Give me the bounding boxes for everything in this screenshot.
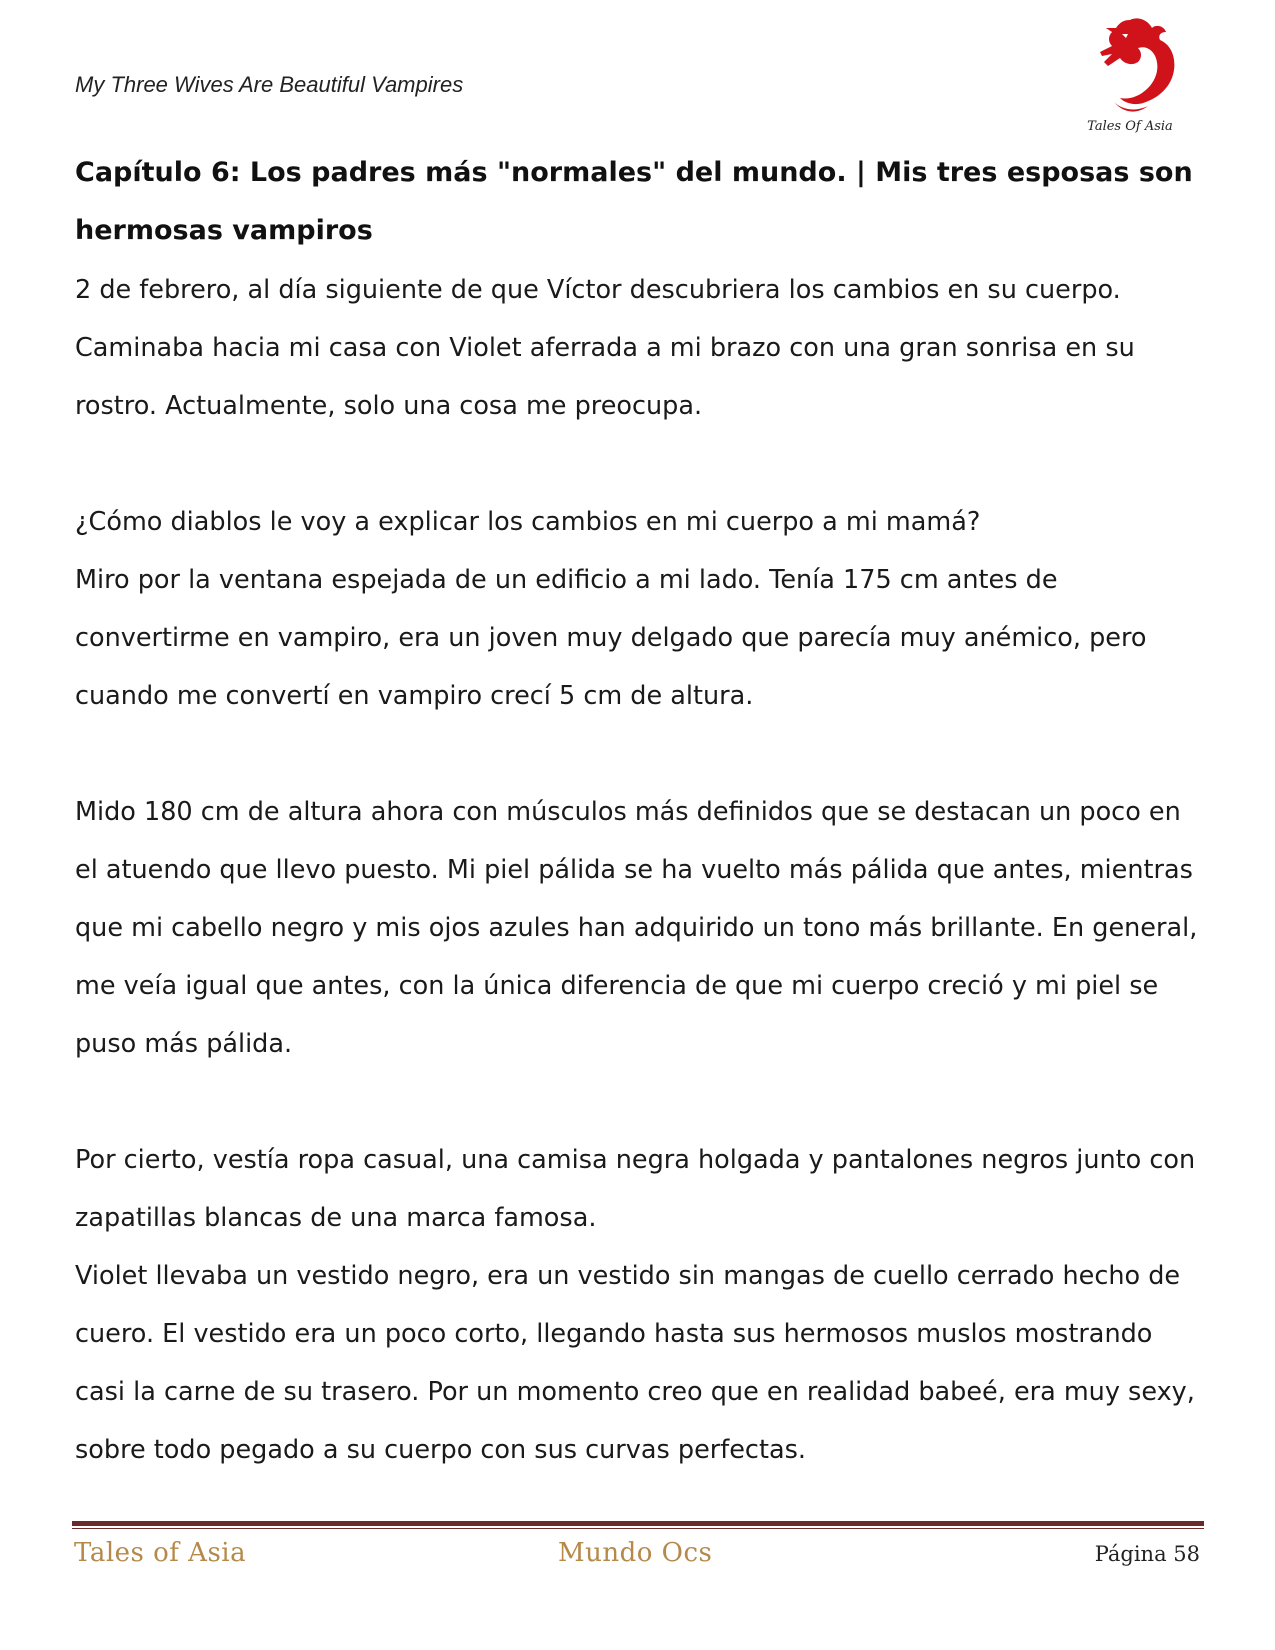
paragraph-1: 2 de febrero, al día siguiente de que Víctor descubriera los cambios en su cuerpo. xyxy=(75,275,1121,305)
paragraph-2: Caminaba hacia mi casa con Violet aferrada a mi brazo con una gran sonrisa en su rostro. Actualmente, solo una cosa me preocupa. xyxy=(75,333,1135,421)
paragraph-3: ¿Cómo diablos le voy a explicar los cambios en mi cuerpo a mi mamá? xyxy=(75,507,981,537)
paragraph-5: Mido 180 cm de altura ahora con músculos más definidos que se destacan un poco en el atuendo que llevo puesto. Mi piel pálida se ha vuelto más pálida que antes, mientras que mi cabello negro y mis ojos azules han adquirido un tono más brillante. En general, me veía igual que antes, con la única diferencia de que mi cuerpo creció y mi piel se puso más pálida. xyxy=(75,797,1198,1059)
body-text xyxy=(75,261,1205,1479)
footer-divider-thin xyxy=(72,1528,1204,1529)
footer-divider xyxy=(72,1521,1204,1526)
paragraph-4: Miro por la ventana espejada de un edificio a mi lado. Tenía 175 cm antes de convertirme en vampiro, era un joven muy delgado que parecía muy anémico, pero cuando me convertí en vampiro crecí 5 cm de altura. xyxy=(75,565,1147,711)
page-number: Página 58 xyxy=(1094,1542,1200,1566)
chapter-title: Capítulo 6: Los padres más "normales" del mundo. | Mis tres esposas son hermosas vampiros xyxy=(75,157,1193,246)
paragraph-6: Por cierto, vestía ropa casual, una camisa negra holgada y pantalones negros junto con zapatillas blancas de una marca famosa. xyxy=(75,1145,1196,1233)
tales-of-asia-logo xyxy=(1078,14,1182,138)
footer-translator: Mundo Ocs xyxy=(558,1538,713,1568)
footer-publisher: Tales of Asia xyxy=(74,1538,247,1568)
paragraph-7: Violet llevaba un vestido negro, era un vestido sin mangas de cuello cerrado hecho de cuero. El vestido era un poco corto, llegando hasta sus hermosos muslos mostrando casi la carne de su trasero. Por un momento creo que en realidad babeé, era muy sexy, sobre todo pegado a su cuerpo con sus curvas perfectas. xyxy=(75,1261,1195,1465)
logo-text: Tales Of Asia xyxy=(1087,119,1173,134)
book-title: My Three Wives Are Beautiful Vampires xyxy=(75,72,464,97)
red-dragon-icon xyxy=(1100,18,1174,111)
